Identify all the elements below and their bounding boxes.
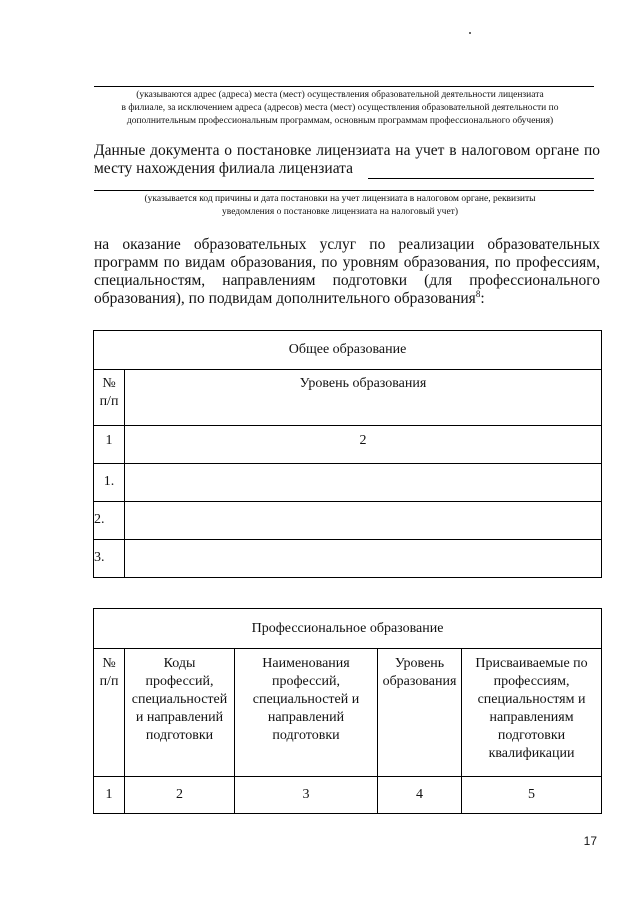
tax-note: [80, 193, 600, 219]
services-line-1: на оказание образовательных услуг по реализации образовательных: [94, 236, 600, 253]
general-row-number: 3.: [94, 540, 125, 578]
prof-col-number-header: № п/п: [94, 649, 125, 777]
general-row-number: 1.: [94, 464, 125, 502]
table-row: [94, 502, 602, 540]
general-row-number: 2.: [94, 502, 125, 540]
general-row-level: [125, 464, 602, 502]
general-table-title: Общее образование: [94, 331, 602, 370]
prof-colnum-cell: 4: [378, 777, 462, 814]
tax-data-paragraph: [94, 142, 600, 178]
tax-note-line: (указывается код причины и дата постановки на учет лицензиата в налоговом органе, реквизиты: [144, 194, 536, 204]
table-row: [94, 540, 602, 578]
prof-col-level-header: Уровень образования: [378, 649, 462, 777]
table-row: [94, 464, 602, 502]
prof-col-codes-header: Коды профессий, специальностей и направлений подготовки: [125, 649, 235, 777]
prof-colnum-cell: 1: [94, 777, 125, 814]
address-note-line: (указываются адрес (адреса) места (мест) осуществления образовательной деятельности лицензиата: [136, 90, 544, 100]
prof-col-qualification-header: Присваиваемые по профессиям, специальностям и направлениям подготовки квалификации: [462, 649, 602, 777]
general-row-level: [125, 540, 602, 578]
professional-education-table: [93, 608, 602, 814]
professional-table-title: Профессиональное образование: [94, 609, 602, 649]
tax-data-line-2: месту нахождения филиала лицензиата: [94, 160, 354, 177]
tax-data-line-1: Данные документа о постановке лицензиата на учет в налоговом органе по: [94, 142, 600, 159]
tax-fill-line: [94, 190, 594, 191]
address-fill-line: [94, 86, 594, 87]
services-paragraph: [94, 236, 600, 308]
general-col-level-header: Уровень образования: [125, 370, 602, 426]
prof-colnum-cell: 3: [235, 777, 378, 814]
tax-fill-line-short: [368, 178, 594, 179]
services-line-2: программ по видам образования, по уровням образования, по профессиям,: [94, 254, 600, 271]
general-colnum-cell: 1: [94, 426, 125, 464]
general-education-table: [93, 330, 602, 578]
prof-col-names-header: Наименования профессий, специальностей и направлений подготовки: [235, 649, 378, 777]
general-row-level: [125, 502, 602, 540]
address-note-line: в филиале, за исключением адреса (адресов) места (мест) осуществления образовательной деятельности по: [121, 103, 559, 113]
address-note-line: дополнительным профессиональным программам, основным программам профессионального обучения): [126, 116, 554, 126]
footnote-marker: 8: [475, 288, 481, 299]
services-line-3: специальностям, направлениям подготовки (для профессионального: [94, 272, 600, 289]
general-colnum-cell: 2: [125, 426, 602, 464]
scan-speck: [469, 32, 471, 34]
address-note: [60, 89, 620, 128]
tax-note-line: уведомления о постановке лицензиата на налоговый учет): [222, 207, 458, 217]
page-number: 17: [583, 834, 597, 848]
general-col-number-header: № п/п: [94, 370, 125, 426]
prof-colnum-cell: 5: [462, 777, 602, 814]
services-line-4: образования), по подвидам дополнительного образования$^8$:: [94, 288, 485, 307]
prof-colnum-cell: 2: [125, 777, 235, 814]
